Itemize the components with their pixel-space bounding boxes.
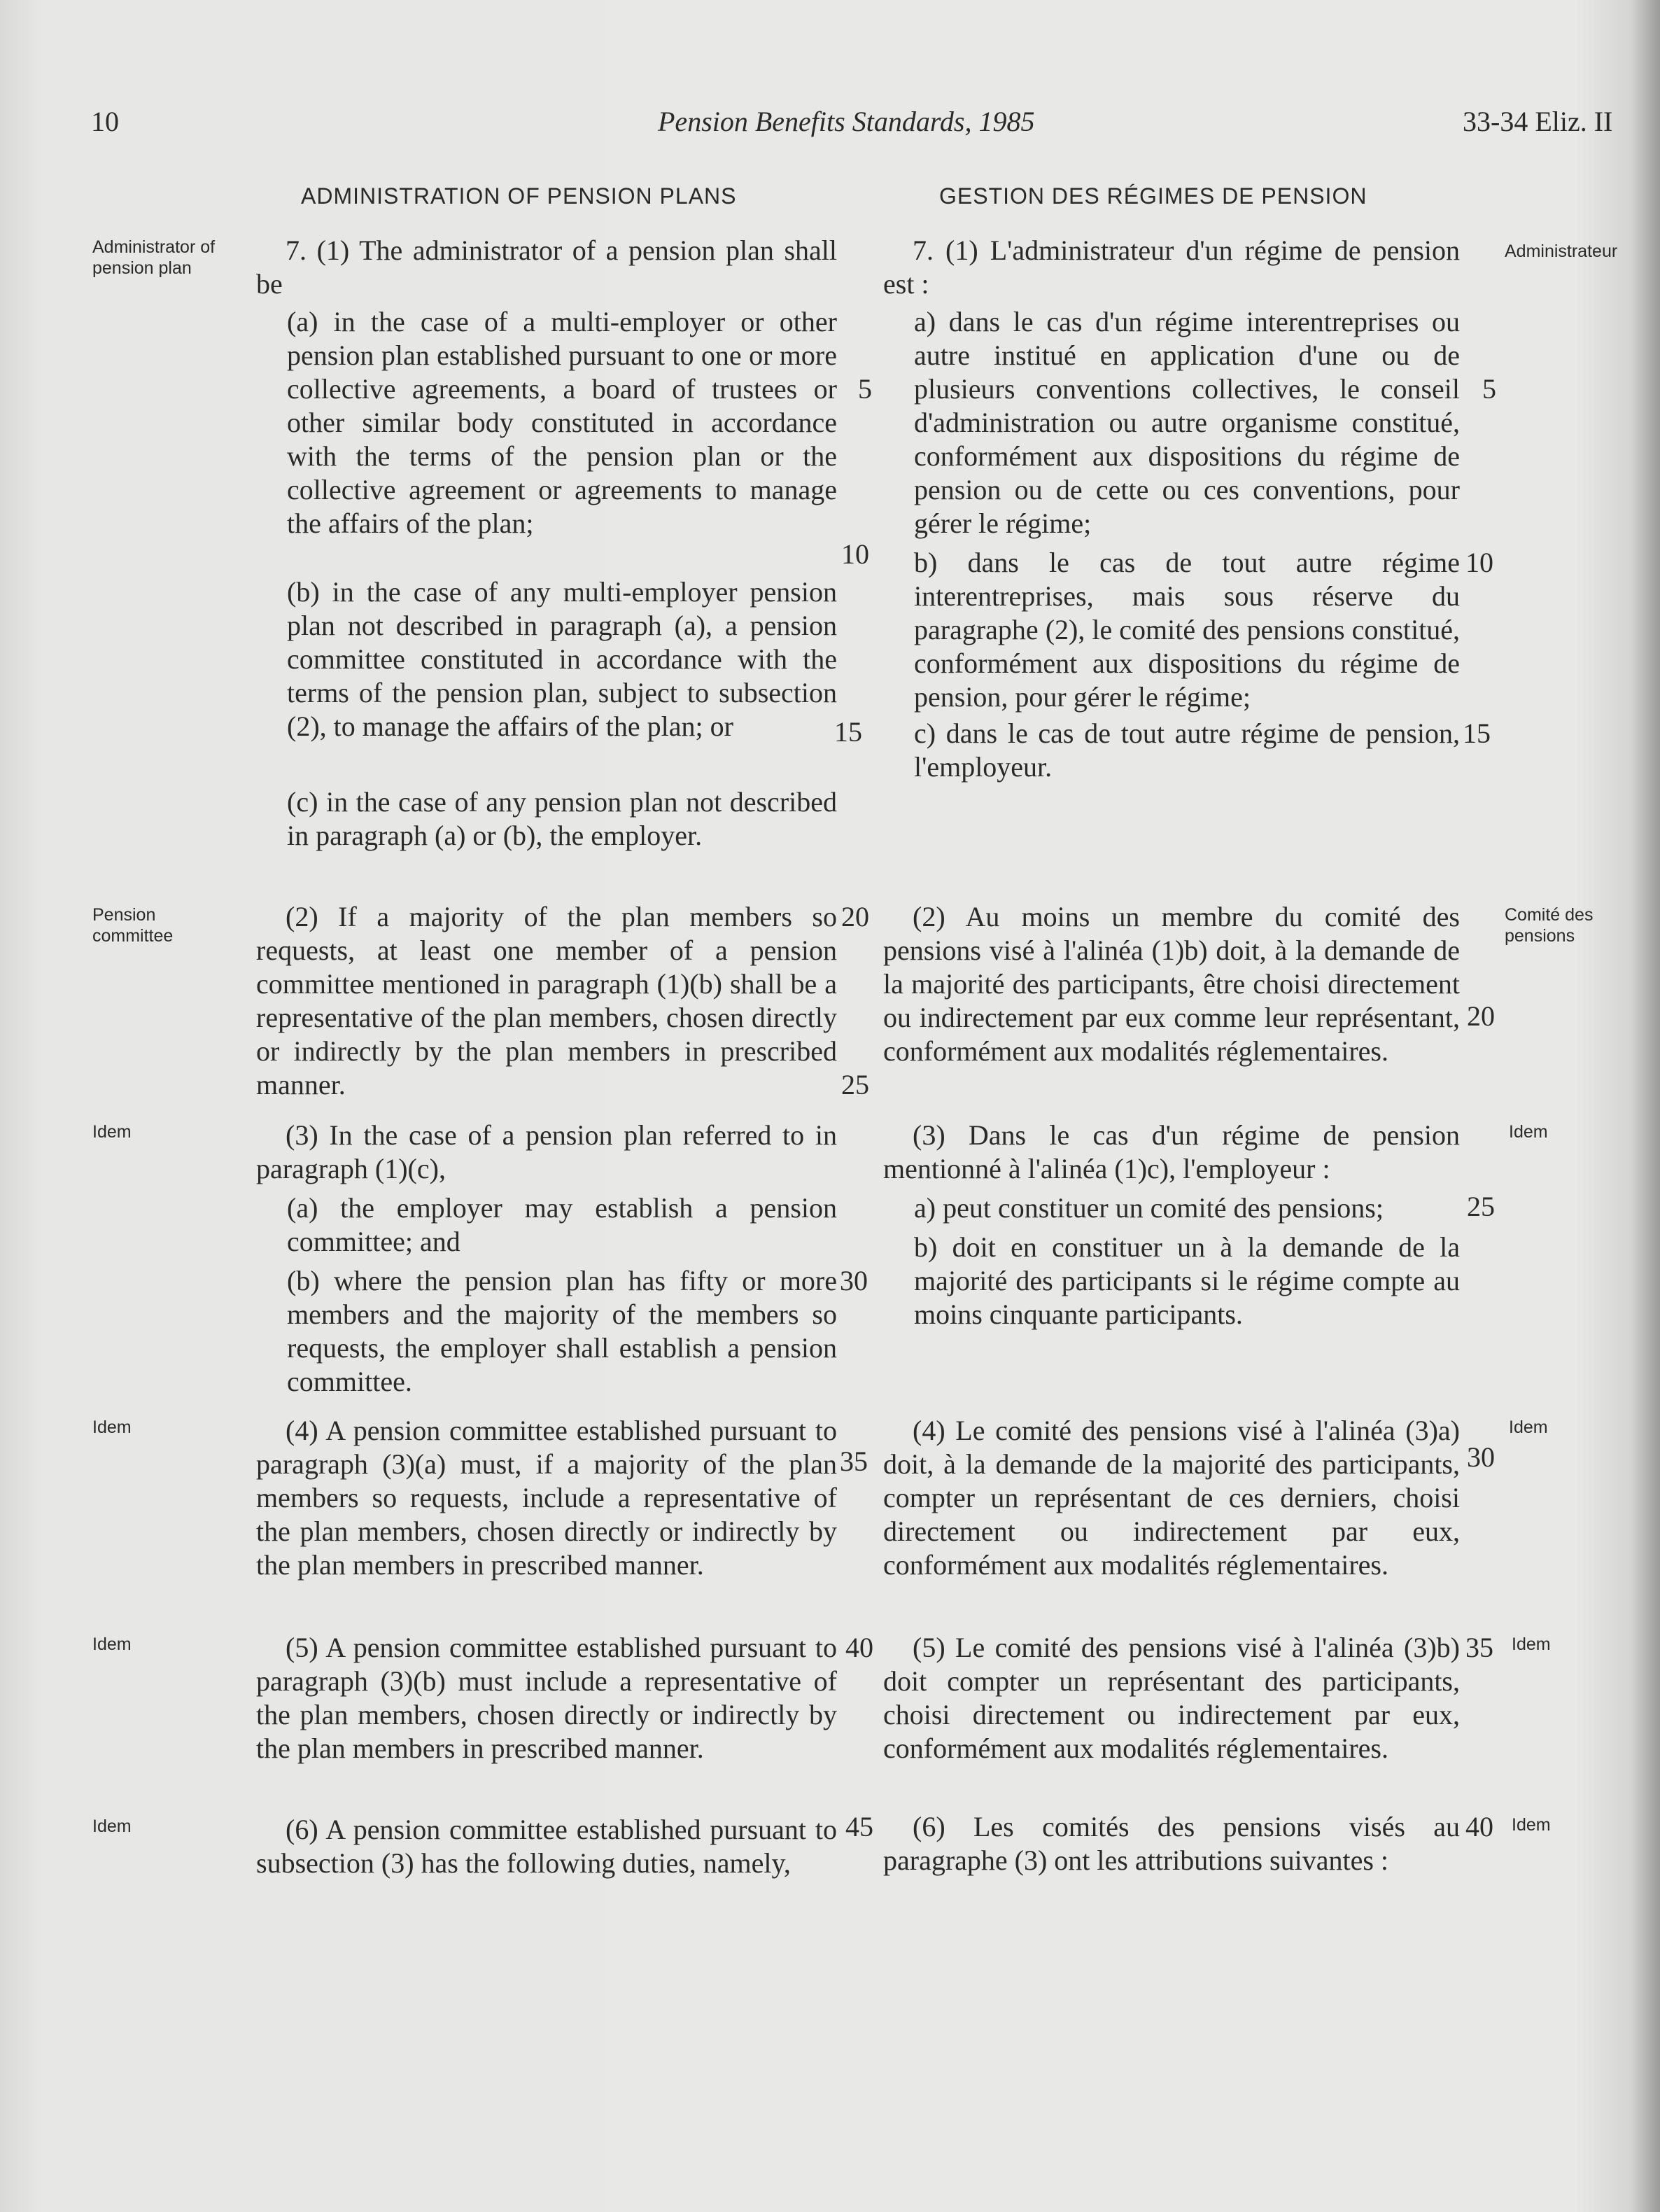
line-number-fr: 35: [1465, 1632, 1493, 1663]
en-paragraph-7-1-c: (c) in the case of any pension plan not described in paragraph (a) or (b), the employer.: [287, 786, 837, 851]
en-paragraph-7-1-a: (a) in the case of a multi-employer or other pension plan established pursuant to one or more collective agreements, a board of trustees or other similar body constituted in accordance with the terms of the pension plan or the collective agreement or agreements to manage the affairs of the plan;: [287, 306, 837, 539]
line-number-fr: 5: [1482, 373, 1496, 405]
fr-subsection-7-2: (2) Au moins un membre du comité des pensions visé à l'alinéa (1)b) doit, à la demande de la majorité des participants, être choisi directement ou indirectement par eux comme leur représentant, conformément aux modalités réglementaires.: [883, 901, 1460, 1067]
margin-note-idem-fr-5: Idem: [1512, 1634, 1551, 1654]
en-paragraph-7-3-a: (a) the employer may establish a pension committee; and: [287, 1192, 837, 1257]
margin-note-comite-des-pensions: Comité des pensions: [1505, 905, 1594, 946]
fr-paragraph-7-3-a: a) peut constituer un comité des pensions;: [914, 1192, 1384, 1224]
fr-section-7-1: 7. (1) L'administrateur d'un régime de pension est :: [883, 234, 1460, 300]
en-section-7-1: 7. (1) The administrator of a pension plan shall be: [256, 234, 837, 300]
fr-subsection-7-6: (6) Les comités des pensions visés au paragraphe (3) ont les attributions suivantes :: [883, 1811, 1460, 1876]
margin-note-idem-5: Idem: [92, 1634, 132, 1654]
line-number-fr: 15: [1463, 718, 1491, 749]
page-number: 10: [91, 106, 119, 137]
line-number-en: 25: [841, 1069, 869, 1100]
line-number-fr: 10: [1465, 547, 1493, 578]
line-number-fr: 20: [1467, 1000, 1495, 1032]
line-number-en: 30: [840, 1265, 868, 1296]
margin-note-idem-fr-4: Idem: [1509, 1418, 1548, 1437]
margin-note-idem-4: Idem: [92, 1418, 132, 1437]
margin-note-pension-committee: Pension committee: [92, 905, 174, 946]
fr-paragraph-7-1-a: a) dans le cas d'un régime interentreprises ou autre institué en application d'une ou de plusieurs conventions collectives, le conseil d'administration ou autre organisme constitué, conformément aux dispositions du régime de pension ou de cette ou ces conventions, pour gérer le régime;: [914, 306, 1460, 539]
line-number-en: 45: [845, 1811, 873, 1842]
fr-paragraph-7-3-b: b) doit en constituer un à la demande de la majorité des participants si le régime compte au moins cinquante participants.: [914, 1231, 1460, 1330]
en-paragraph-7-3-b: (b) where the pension plan has fifty or more members and the majority of the members so requests, the employer shall establish a pension committee.: [287, 1265, 837, 1397]
margin-note-idem-3: Idem: [92, 1122, 132, 1142]
line-number-en: 15: [834, 716, 862, 748]
fr-paragraph-7-1-c: c) dans le cas de tout autre régime de pension, l'employeur.: [914, 718, 1460, 783]
running-title: Pension Benefits Standards, 1985: [658, 106, 1035, 137]
en-paragraph-7-1-b: (b) in the case of any multi-employer pension plan not described in paragraph (a), a pension committee constituted in accordance with the terms of the pension plan, subject to subsection (2), to manage the affairs of the plan; or: [287, 576, 837, 742]
en-subsection-7-2: (2) If a majority of the plan members so requests, at least one member of a pension committee mentioned in paragraph (1)(b) shall be a representative of the plan members, chosen directly or indirectly by the plan members in prescribed manner.: [256, 901, 837, 1100]
en-subsection-7-6: (6) A pension committee established pursuant to subsection (3) has the following duties, namely,: [256, 1814, 837, 1879]
margin-note-administrator: Administrator of pension plan: [92, 237, 216, 278]
line-number-fr: 30: [1467, 1441, 1495, 1473]
en-subsection-7-5: (5) A pension committee established pursuant to paragraph (3)(b) must include a representative of the plan members, chosen directly or indirectly by the plan members in prescribed manner.: [256, 1632, 837, 1764]
line-number-en: 35: [840, 1446, 868, 1477]
en-subsection-7-3: (3) In the case of a pension plan referred to in paragraph (1)(c),: [256, 1119, 837, 1184]
line-number-fr: 40: [1465, 1811, 1493, 1842]
margin-note-idem-fr-3: Idem: [1509, 1122, 1548, 1142]
fr-subsection-7-4: (4) Le comité des pensions visé à l'alinéa (3)a) doit, à la demande de la majorité des participants, compter un représentant de ces derniers, choisi directement ou indirectement par eux, conformément aux modalités réglementaires.: [883, 1415, 1460, 1581]
margin-note-idem-fr-6: Idem: [1512, 1815, 1551, 1835]
line-number-en: 20: [841, 901, 869, 932]
line-number-en: 40: [845, 1632, 873, 1663]
line-number-en: 5: [858, 373, 872, 405]
fr-subsection-7-3: (3) Dans le cas d'un régime de pension mentionné à l'alinéa (1)c), l'employeur :: [883, 1119, 1460, 1184]
section-heading-french: GESTION DES RÉGIMES DE PENSION: [939, 183, 1367, 209]
fr-subsection-7-5: (5) Le comité des pensions visé à l'alinéa (3)b) doit compter un représentant des participants, choisi directement ou indirectement par eux, conformément aux modalités réglementaires.: [883, 1632, 1460, 1764]
fr-paragraph-7-1-b: b) dans le cas de tout autre régime interentreprises, mais sous réserve du paragraphe (2), le comité des pensions constitué, conformément aux dispositions du régime de pension, pour gérer le régime;: [914, 547, 1460, 713]
line-number-en: 10: [841, 538, 869, 570]
regnal-year: 33-34 Eliz. II: [1463, 106, 1613, 137]
margin-note-idem-6: Idem: [92, 1816, 132, 1836]
en-subsection-7-4: (4) A pension committee established pursuant to paragraph (3)(a) must, if a majority of the plan members so requests, include a representative of the plan members, chosen directly or indirectly by the plan members in prescribed manner.: [256, 1415, 837, 1581]
section-heading-english: ADMINISTRATION OF PENSION PLANS: [301, 183, 737, 209]
line-number-fr: 25: [1467, 1191, 1495, 1222]
margin-note-administrateur: Administrateur: [1505, 241, 1618, 261]
